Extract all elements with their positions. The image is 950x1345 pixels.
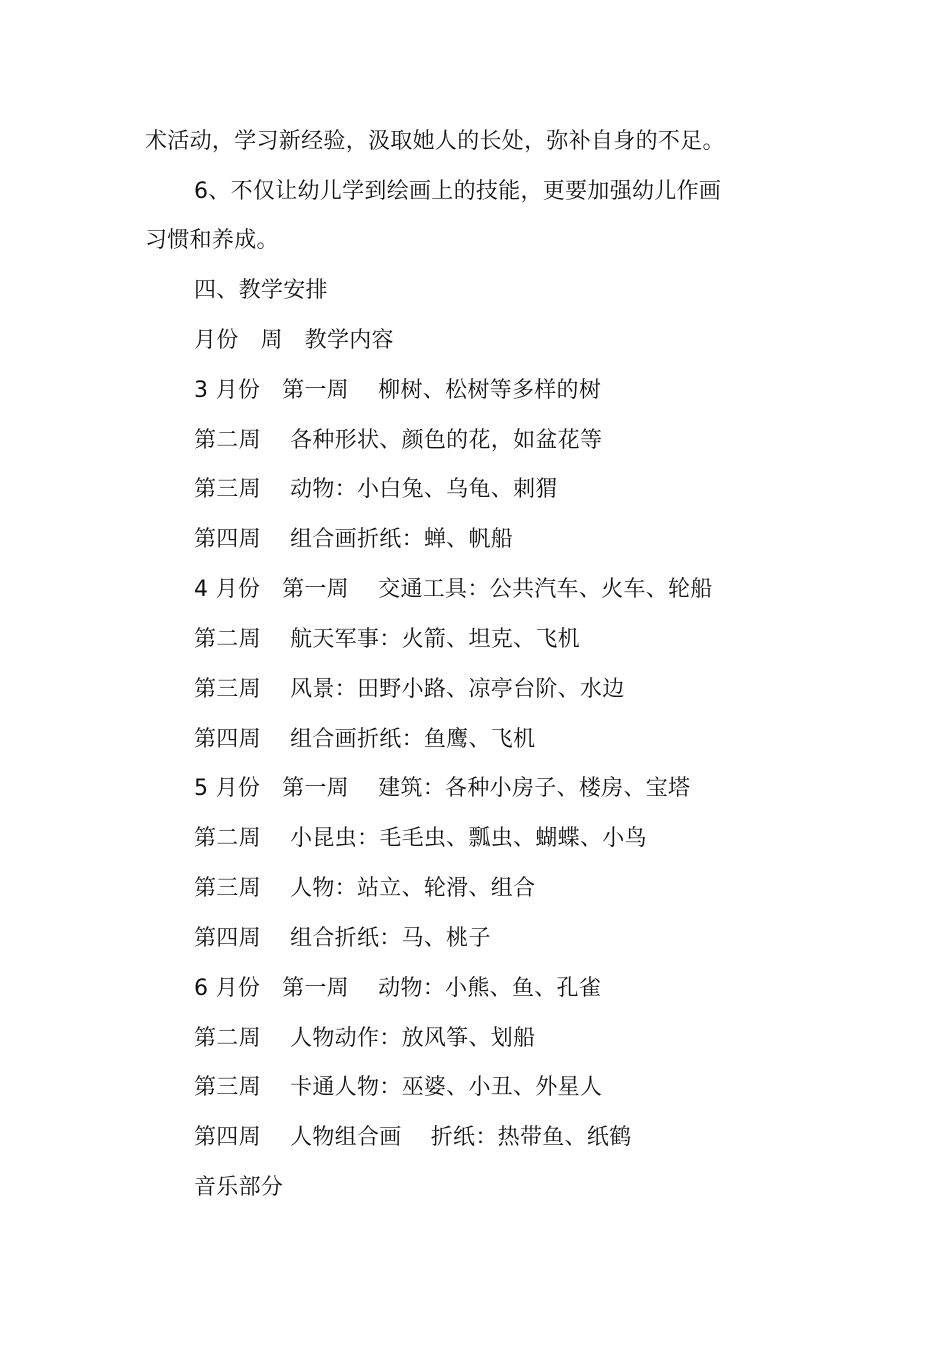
- schedule-row: 第四周 组合折纸：马、桃子: [194, 926, 491, 951]
- schedule-row: 5 月份 第一周 建筑：各种小房子、楼房、宝塔: [194, 776, 691, 801]
- schedule-row: 6 月份 第一周 动物：小熊、鱼、孔雀: [194, 976, 602, 1001]
- schedule-row: 第二周 小昆虫：毛毛虫、瓢虫、蝴蝶、小鸟: [194, 826, 647, 851]
- paragraph-line: 习惯和养成。: [145, 228, 279, 253]
- schedule-row: 第四周 组合画折纸：蝉、帆船: [194, 527, 514, 552]
- schedule-row: 第二周 航天军事：火箭、坦克、飞机: [194, 627, 580, 652]
- section-heading: 四、教学安排: [194, 278, 328, 303]
- schedule-row: 第四周 组合画折纸：鱼鹰、飞机: [194, 727, 536, 752]
- schedule-row: 第二周 人物动作：放风筝、划船: [194, 1026, 536, 1051]
- schedule-row: 第四周 人物组合画 折纸：热带鱼、纸鹤: [194, 1125, 632, 1150]
- paragraph-line: 6、不仅让幼儿学到绘画上的技能，更要加强幼儿作画: [194, 179, 722, 204]
- paragraph-line: 术活动，学习新经验，汲取她人的长处，弥补自身的不足。: [145, 129, 725, 154]
- section-heading: 音乐部分: [194, 1175, 284, 1200]
- schedule-row: 3 月份 第一周 柳树、松树等多样的树: [194, 378, 602, 403]
- schedule-row: 第三周 动物：小白兔、乌龟、刺猬: [194, 477, 558, 502]
- schedule-row: 4 月份 第一周 交通工具：公共汽车、火车、轮船: [194, 577, 713, 602]
- schedule-row: 第三周 风景：田野小路、凉亭台阶、水边: [194, 677, 625, 702]
- schedule-row: 第三周 人物：站立、轮滑、组合: [194, 876, 536, 901]
- schedule-row: 第二周 各种形状、颜色的花，如盆花等: [194, 428, 603, 453]
- schedule-header: 月份 周 教学内容: [194, 328, 394, 353]
- schedule-row: 第三周 卡通人物：巫婆、小丑、外星人: [194, 1075, 603, 1100]
